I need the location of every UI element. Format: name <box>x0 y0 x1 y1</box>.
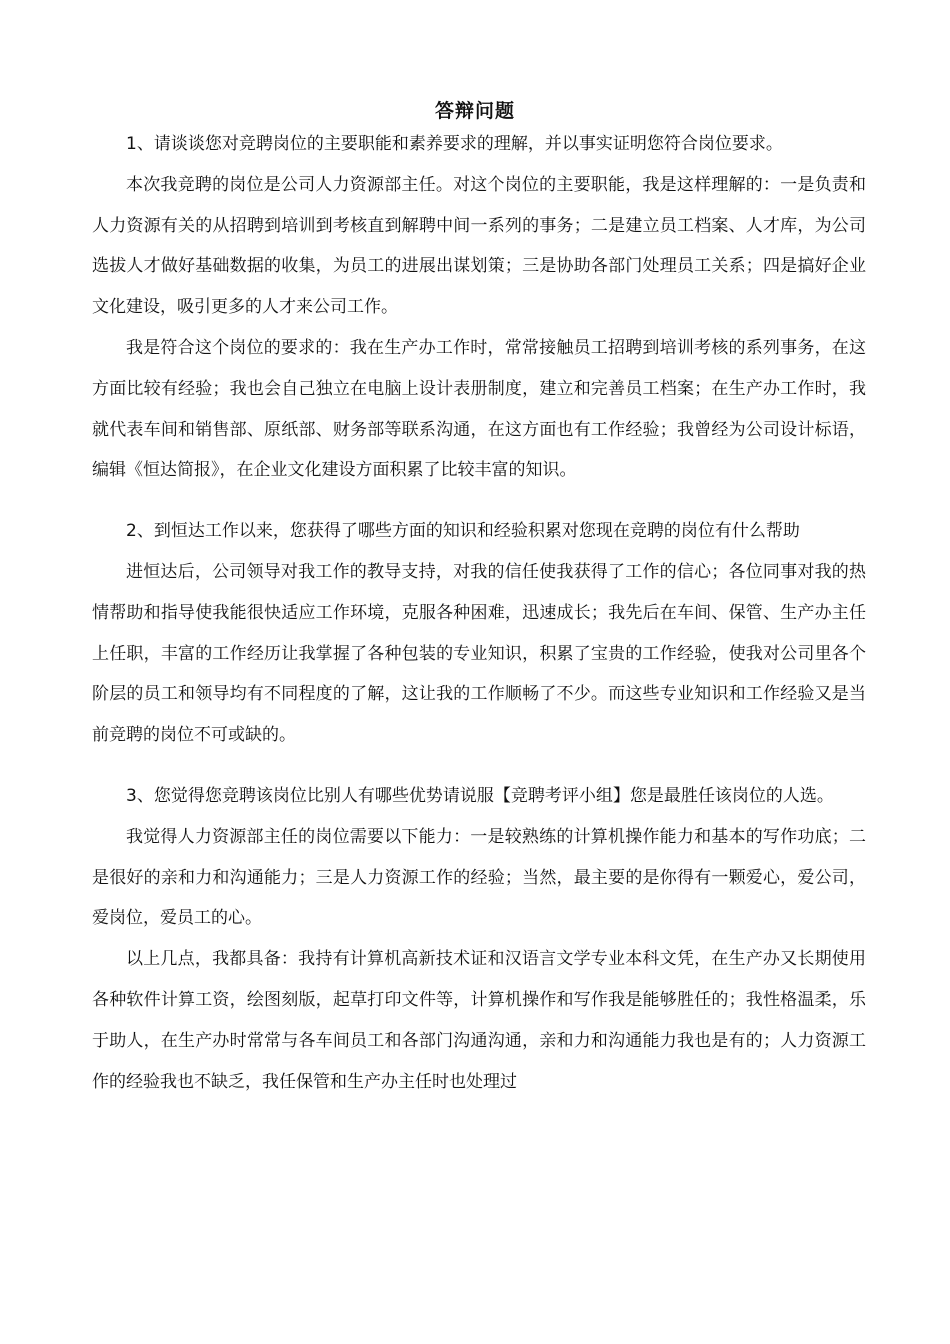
answer-3-paragraph-1: 我觉得人力资源部主任的岗位需要以下能力：一是较熟练的计算机操作能力和基本的写作功底；二是很好的亲和力和沟通能力；三是人力资源工作的经验；当然，最主要的是你得有一颗爱心，爱公司，爱岗位，爱员工的心。 <box>92 826 866 929</box>
answer-2-paragraph-1: 进恒达后，公司领导对我工作的教导支持，对我的信任使我获得了工作的信心；各位同事对我的热情帮助和指导使我能很快适应工作环境，克服各种困难，迅速成长；我先后在车间、保管、生产办主任上任职，丰富的工作经历让我掌握了各种包装的专业知识，积累了宝贵的工作经验，使我对公司里各个阶层的员工和领导均有不同程度的了解，这让我的工作顺畅了不少。而这些专业知识和工作经验又是当前竞聘的岗位不可或缺的。 <box>92 561 866 746</box>
section-gap <box>92 491 866 511</box>
document-body <box>92 124 866 1102</box>
question-1: 1、请谈谈您对竞聘岗位的主要职能和素养要求的理解，并以事实证明您符合岗位要求。 <box>126 134 783 154</box>
section-gap <box>92 756 866 776</box>
document-title: 答辩问题 <box>434 100 515 122</box>
question-2: 2、到恒达工作以来，您获得了哪些方面的知识和经验积累对您现在竞聘的岗位有什么帮助 <box>126 521 800 542</box>
section-2 <box>92 511 866 756</box>
question-3: 3、您觉得您竞聘该岗位比别人有哪些优势请说服【竞聘考评小组】您是最胜任该岗位的人选。 <box>126 785 834 806</box>
section-3 <box>92 776 866 1102</box>
answer-3-paragraph-2: 以上几点，我都具备：我持有计算机高新技术证和汉语言文学专业本科文凭，在生产办又长期使用各种软件计算工资，绘图刻版，起草打印文件等，计算机操作和写作我是能够胜任的；我性格温柔，乐于助人，在生产办时常常与各车间员工和各部门沟通沟通，亲和力和沟通能力我也是有的；人力资源工作的经验我也不缺乏，我任保管和生产办主任时也处理过 <box>92 949 866 1092</box>
answer-1-paragraph-1: 本次我竞聘的岗位是公司人力资源部主任。对这个岗位的主要职能，我是这样理解的：一是负责和人力资源有关的从招聘到培训到考核直到解聘中间一系列的事务；二是建立员工档案、人才库，为公司选拔人才做好基础数据的收集，为员工的进展出谋划策；三是协助各部门处理员工关系；四是搞好企业文化建设，吸引更多的人才来公司工作。 <box>92 174 866 318</box>
section-1 <box>92 124 866 491</box>
answer-1-paragraph-2: 我是符合这个岗位的要求的：我在生产办工作时，常常接触员工招聘到培训考核的系列事务，在这方面比较有经验；我也会自己独立在电脑上设计表册制度，建立和完善员工档案；在生产办工作时，我就代表车间和销售部、原纸部、财务部等联系沟通，在这方面也有工作经验；我曾经为公司设计标语，编辑《恒达简报》，在企业文化建设方面积累了比较丰富的知识。 <box>92 337 866 481</box>
